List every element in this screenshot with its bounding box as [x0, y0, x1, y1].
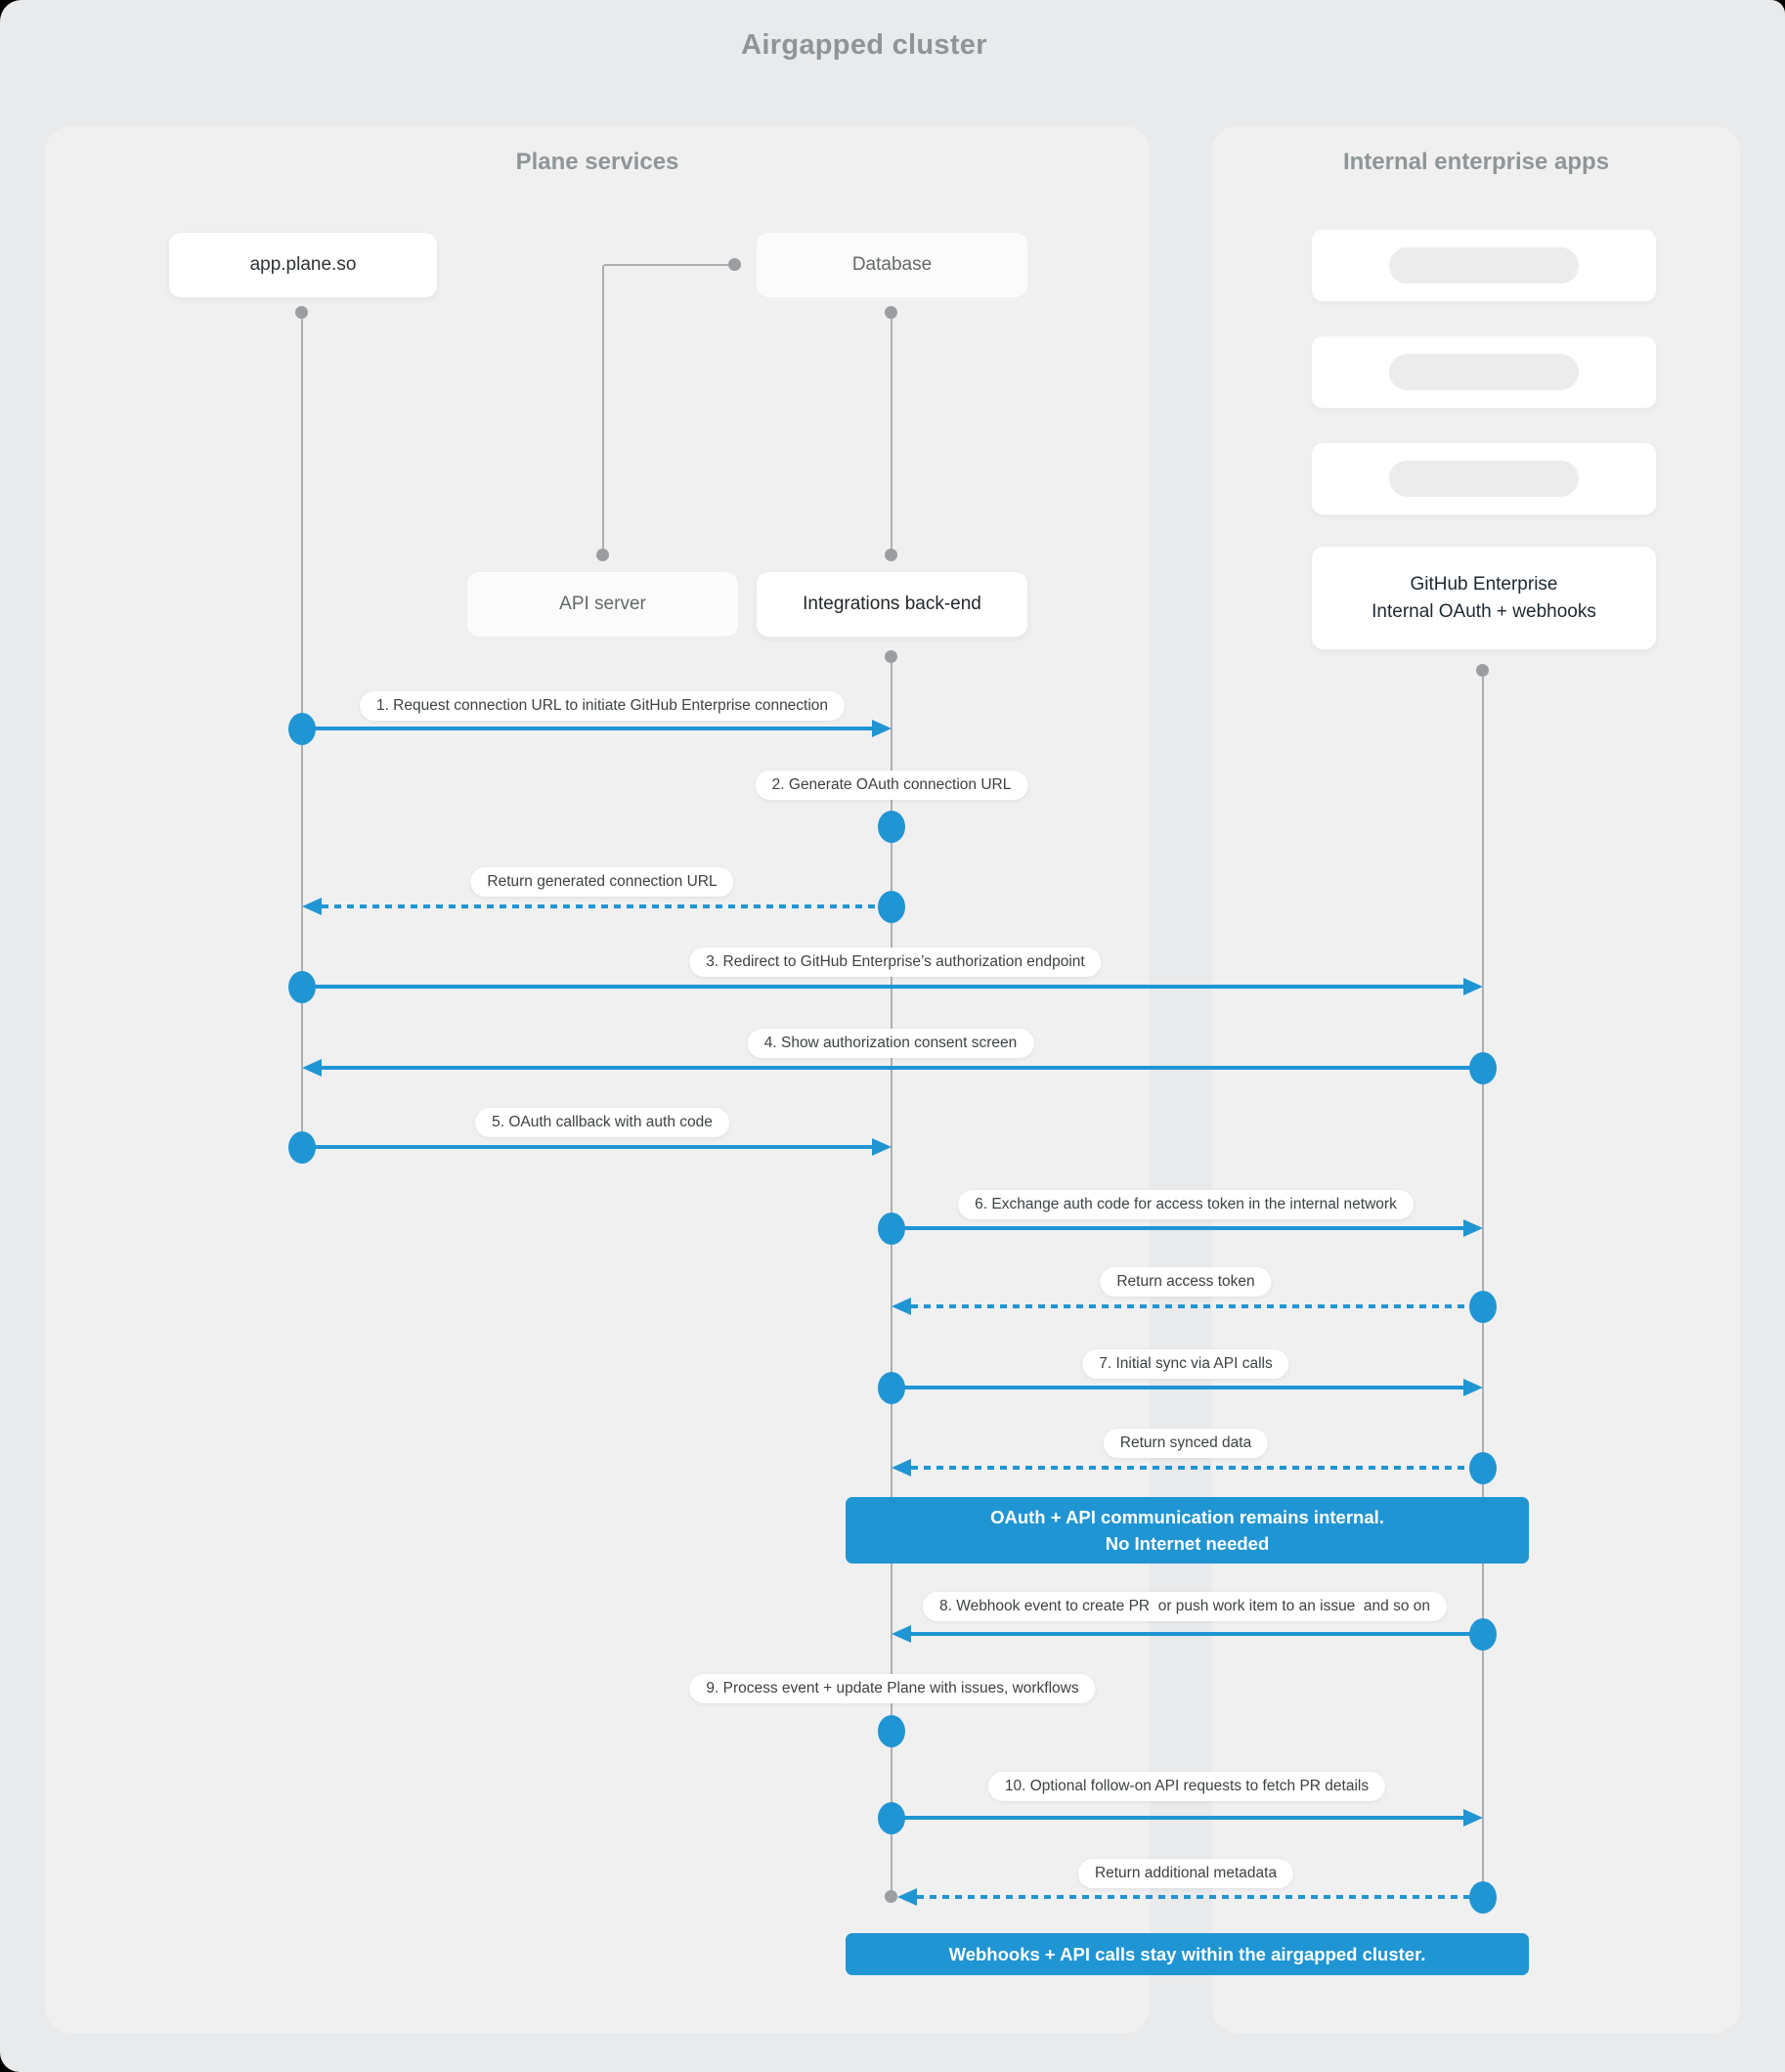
- message-9-self-dot: [878, 1715, 905, 1747]
- message-5-origin-dot: [288, 1131, 316, 1164]
- panel-plane-services: [45, 126, 1150, 2033]
- message-10-origin-dot: [878, 1802, 905, 1834]
- node-database: [756, 232, 1028, 298]
- node-github-enterprise: [1311, 546, 1657, 650]
- banner-2-line1: Webhooks + API calls stay within the airgapped cluster.: [948, 1944, 1426, 1964]
- return-token-arrowhead: [892, 1298, 911, 1315]
- lifeline-integrations: [891, 663, 892, 1897]
- return-token-line: [911, 1304, 1483, 1308]
- return-token-origin-dot: [1469, 1291, 1497, 1323]
- return-token-label: Return access token: [1100, 1267, 1271, 1297]
- placeholder-pill: [1389, 247, 1579, 284]
- message-3-label: 3. Redirect to GitHub Enterprise’s authorization endpoint: [689, 948, 1101, 977]
- message-4-origin-dot: [1469, 1052, 1497, 1084]
- endpoint-dot: [728, 258, 741, 271]
- message-8-arrowhead: [892, 1625, 911, 1643]
- message-1-label: 1. Request connection URL to initiate GitHub Enterprise connection: [360, 691, 845, 721]
- placeholder-app-card: [1311, 442, 1657, 515]
- message-1-origin-dot: [288, 713, 316, 745]
- endpoint-dot: [1476, 664, 1489, 677]
- message-10-label: 10. Optional follow-on API requests to fetch PR details: [988, 1772, 1385, 1801]
- banner-1-line1: OAuth + API communication remains internal.: [990, 1507, 1384, 1527]
- message-6-line: [892, 1226, 1463, 1230]
- node-github-label-line1: GitHub Enterprise: [1410, 573, 1558, 595]
- message-10-line: [892, 1816, 1463, 1820]
- lifeline-database: [891, 319, 892, 550]
- return-url-line: [322, 904, 892, 908]
- node-api-server-label: API server: [559, 594, 646, 614]
- endpoint-dot: [885, 1890, 897, 1903]
- node-integrations-label: Integrations back-end: [803, 594, 981, 614]
- return-url-origin-dot: [878, 891, 905, 923]
- message-7-line: [892, 1386, 1463, 1389]
- endpoint-dot: [885, 650, 897, 663]
- page-title: Airgapped cluster: [741, 29, 987, 61]
- return-url-label: Return generated connection URL: [470, 867, 733, 897]
- message-2-label: 2. Generate OAuth connection URL: [756, 771, 1028, 800]
- message-4-arrowhead: [302, 1059, 322, 1077]
- message-7-label: 7. Initial sync via API calls: [1082, 1349, 1288, 1379]
- placeholder-pill: [1389, 354, 1579, 390]
- message-3-arrowhead: [1463, 978, 1483, 995]
- node-github-label-line2: Internal OAuth + webhooks: [1371, 600, 1596, 622]
- message-6-label: 6. Exchange auth code for access token in the internal network: [958, 1190, 1414, 1219]
- return-synced-line: [911, 1466, 1483, 1470]
- message-3-line: [302, 985, 1463, 989]
- endpoint-dot: [596, 549, 609, 561]
- node-app-label: app.plane.so: [249, 254, 357, 275]
- endpoint-dot: [885, 306, 897, 319]
- endpoint-dot: [885, 549, 897, 561]
- node-integrations-backend: [756, 571, 1028, 638]
- node-database-label: Database: [851, 254, 933, 275]
- placeholder-app-card: [1311, 229, 1657, 302]
- message-1-arrowhead: [872, 720, 892, 737]
- message-7-origin-dot: [878, 1372, 905, 1404]
- return-metadata-label: Return additional metadata: [1078, 1859, 1293, 1888]
- message-7-arrowhead: [1463, 1379, 1483, 1396]
- connector-database-api-vertical: [602, 265, 604, 549]
- node-api-server: [466, 571, 739, 638]
- connector-database-api-horizontal: [604, 264, 728, 266]
- return-metadata-origin-dot: [1469, 1881, 1497, 1914]
- lifeline-github: [1482, 677, 1484, 1897]
- message-1-line: [302, 727, 872, 730]
- message-4-label: 4. Show authorization consent screen: [748, 1029, 1034, 1058]
- return-metadata-arrowhead: [897, 1888, 917, 1906]
- endpoint-dot: [295, 306, 308, 319]
- message-5-arrowhead: [872, 1138, 892, 1156]
- banner-airgapped-cluster: [846, 1933, 1529, 1975]
- panel-plane-services-title: Plane services: [515, 149, 679, 175]
- return-synced-label: Return synced data: [1104, 1429, 1268, 1458]
- return-metadata-line: [917, 1895, 1469, 1899]
- message-3-origin-dot: [288, 971, 316, 1003]
- message-4-line: [322, 1066, 1483, 1070]
- message-5-label: 5. OAuth callback with auth code: [475, 1108, 729, 1137]
- placeholder-pill: [1389, 461, 1579, 497]
- message-6-arrowhead: [1463, 1219, 1483, 1237]
- message-10-arrowhead: [1463, 1809, 1483, 1827]
- return-synced-arrowhead: [892, 1459, 911, 1477]
- message-2-self-dot: [878, 811, 905, 843]
- message-5-line: [302, 1145, 872, 1149]
- banner-internal-communication: [846, 1497, 1529, 1564]
- message-8-origin-dot: [1469, 1618, 1497, 1651]
- message-8-label: 8. Webhook event to create PR or push work item to an issue and so on: [923, 1592, 1447, 1621]
- message-8-line: [911, 1632, 1483, 1636]
- node-app-plane-so: [168, 232, 438, 298]
- return-synced-origin-dot: [1469, 1452, 1497, 1484]
- message-9-label: 9. Process event + update Plane with issues, workflows: [689, 1674, 1095, 1703]
- panel-internal-apps-title: Internal enterprise apps: [1342, 149, 1610, 175]
- banner-1-line2: No Internet needed: [1105, 1533, 1270, 1554]
- placeholder-app-card: [1311, 335, 1657, 409]
- return-url-arrowhead: [302, 898, 322, 915]
- message-6-origin-dot: [878, 1212, 905, 1245]
